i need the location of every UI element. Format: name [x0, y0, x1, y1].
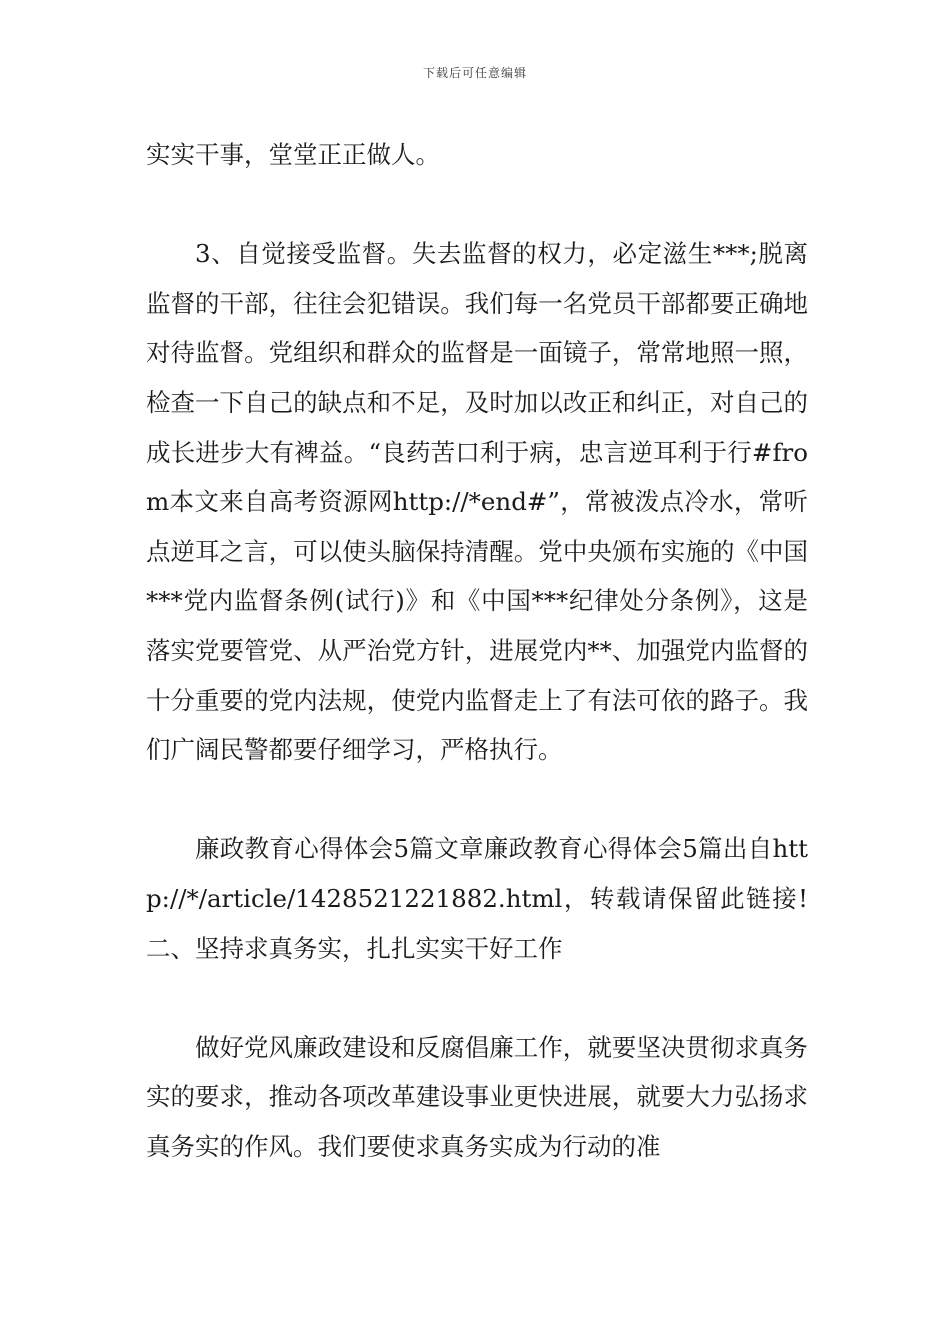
paragraph-continuation: 实实干事，堂堂正正做人。 [146, 140, 440, 169]
page-header-note: 下载后可任意编辑 [422, 66, 527, 80]
paragraph-pragmatism: 做好党风廉政建设和反腐倡廉工作，就要坚决贯彻求真务实的要求，推动各项改革建设事业更快进展，就要大力弘扬求真务实的作风。我们要使求真务实成为行动的准 [146, 1032, 808, 1161]
paragraph-supervision: 3、自觉接受监督。失去监督的权力，必定滋生***;脱离监督的干部，往往会犯错误。我们每一名党员干部都要正确地对待监督。党组织和群众的监督是一面镜子，常常地照一照，检查一下自己的缺点和不足，及时加以改正和纠正，对自己的成长进步大有裨益。“良药苦口利于病，忠言逆耳利于行#from本文来自高考资源网http://*end#”，常被泼点冷水，常听点逆耳之言，可以使头脑保持清醒。党中央颁布实施的《中国***党内监督条例(试行)》和《中国***纪律处分条例》，这是落实党要管党、从严治党方针，进展党内**、加强党内监督的十分重要的党内法规，使党内监督走上了有法可依的路子。我们广阔民警都要仔细学习，严格执行。 [146, 239, 808, 765]
paragraph-source-link: 廉政教育心得体会5篇文章廉政教育心得体会5篇出自http://*/article/1428521221882.html，转载请保留此链接!二、坚持求真务实，扎扎实实干好工作 [146, 834, 808, 963]
document-body [146, 130, 808, 1171]
